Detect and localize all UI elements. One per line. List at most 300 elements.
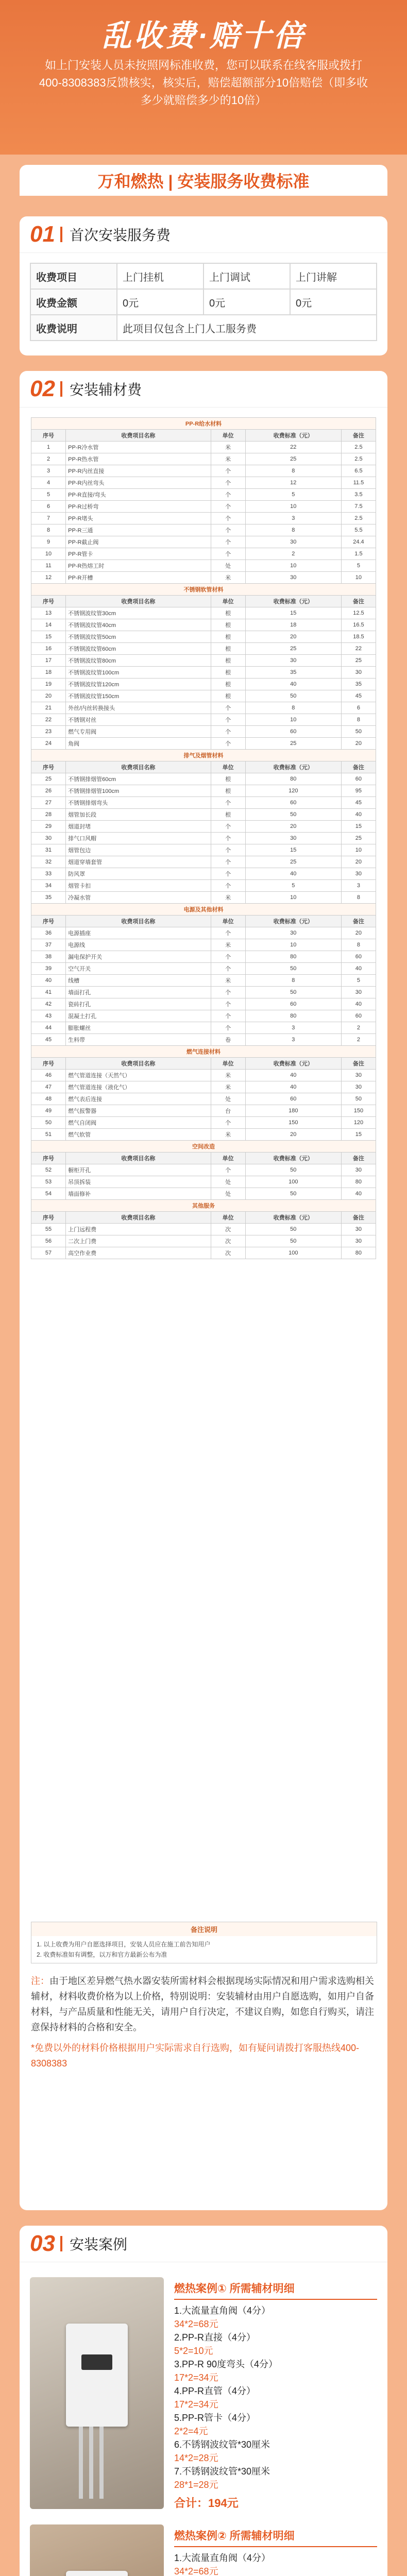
material-cell: 80 bbox=[245, 951, 341, 963]
material-cell: 4 bbox=[31, 477, 66, 489]
material-row bbox=[31, 951, 376, 963]
material-cell: 22 bbox=[245, 442, 341, 453]
material-cell: 米 bbox=[211, 975, 245, 987]
material-cell: 30 bbox=[341, 1070, 376, 1081]
banner-notice: 如上门安装人员未按照网标准收费，您可以联系在线客服或拨打400-8308383反馈核实，核实后，赔偿超额部分10倍赔偿（即多收多少就赔偿多少的10倍） bbox=[39, 59, 368, 107]
material-cell: 个 bbox=[211, 927, 245, 939]
fee-cell: 上门调试 bbox=[204, 263, 290, 289]
material-cell: 处 bbox=[211, 1093, 245, 1105]
material-cell: 60 bbox=[245, 1093, 341, 1105]
material-cell: 烟管包边 bbox=[66, 844, 211, 856]
case-item-price: 17*2=34元 bbox=[174, 2399, 218, 2410]
material-row bbox=[31, 856, 376, 868]
case-total: 合计：194元 bbox=[174, 2497, 239, 2510]
material-head-cell: 备注 bbox=[341, 1058, 376, 1070]
fee-cell: 0元 bbox=[117, 289, 204, 315]
material-row bbox=[31, 1010, 376, 1022]
material-cell: 3 bbox=[245, 1034, 341, 1046]
case-item-price: 34*2=68元 bbox=[174, 2319, 218, 2329]
material-cell: 电源插座 bbox=[66, 927, 211, 939]
material-cell: 15 bbox=[245, 607, 341, 619]
material-cell: 台 bbox=[211, 1105, 245, 1117]
material-cell: 米 bbox=[211, 892, 245, 904]
material-head-cell: 备注 bbox=[341, 1212, 376, 1224]
material-cell: 角阀 bbox=[66, 738, 211, 750]
material-cell: 22 bbox=[31, 714, 66, 726]
material-head-cell: 备注 bbox=[341, 1153, 376, 1164]
material-head-cell: 序号 bbox=[31, 430, 66, 442]
material-cell: 15 bbox=[341, 1129, 376, 1141]
section-title-bar bbox=[20, 371, 387, 408]
material-head-cell: 单位 bbox=[211, 761, 245, 773]
material-row bbox=[31, 679, 376, 690]
material-head-cell: 序号 bbox=[31, 761, 66, 773]
material-cell: 25 bbox=[245, 643, 341, 655]
material-cell: 根 bbox=[211, 631, 245, 643]
material-cell: 50 bbox=[245, 690, 341, 702]
material-cell: 8 bbox=[245, 975, 341, 987]
materials-table bbox=[31, 417, 376, 1259]
material-cell: 26 bbox=[31, 785, 66, 797]
material-cell: 个 bbox=[211, 714, 245, 726]
material-cell: 22 bbox=[341, 643, 376, 655]
material-cell: 56 bbox=[31, 1235, 66, 1247]
material-cell: 个 bbox=[211, 738, 245, 750]
material-cell: 米 bbox=[211, 1070, 245, 1081]
material-cell: 根 bbox=[211, 643, 245, 655]
material-cell: 个 bbox=[211, 536, 245, 548]
material-row bbox=[31, 1235, 376, 1247]
material-row bbox=[31, 880, 376, 892]
water-heater-icon bbox=[66, 2571, 128, 2576]
material-row bbox=[31, 1105, 376, 1117]
fee-cell: 0元 bbox=[290, 289, 377, 315]
material-row bbox=[31, 607, 376, 619]
material-cell: 防风罩 bbox=[66, 868, 211, 880]
case-item-name: 3.PP-R 90度弯头（4分） bbox=[174, 2359, 278, 2369]
fee-cell: 此项目仅包含上门人工服务费 bbox=[117, 315, 377, 341]
material-cell: 15 bbox=[341, 821, 376, 833]
fee-cell: 收费金额 bbox=[30, 289, 117, 315]
material-row bbox=[31, 1081, 376, 1093]
material-cell: 5.5 bbox=[341, 524, 376, 536]
material-cell: 米 bbox=[211, 572, 245, 584]
material-cell: 19 bbox=[31, 679, 66, 690]
material-cell: 空气开关 bbox=[66, 963, 211, 975]
material-cell: 根 bbox=[211, 667, 245, 679]
material-cell: 个 bbox=[211, 1010, 245, 1022]
material-cell: 29 bbox=[31, 821, 66, 833]
note-line: 1. 以上收费为用户自愿选择项目，安装人员应在施工前告知用户 bbox=[37, 1941, 211, 1948]
material-cell: 高空作业费 bbox=[66, 1247, 211, 1259]
material-row bbox=[31, 892, 376, 904]
material-cell: 8 bbox=[341, 714, 376, 726]
material-row bbox=[31, 939, 376, 951]
material-cell: 排气口风帽 bbox=[66, 833, 211, 844]
material-row bbox=[31, 868, 376, 880]
material-group-title: 燃气连接材料 bbox=[31, 1046, 376, 1058]
top-banner bbox=[0, 0, 407, 155]
material-cell: PP-R内丝直接 bbox=[66, 465, 211, 477]
material-cell: 50 bbox=[245, 963, 341, 975]
material-cell: 根 bbox=[211, 655, 245, 667]
material-cell: 燃气表后连接 bbox=[66, 1093, 211, 1105]
material-cell: 个 bbox=[211, 880, 245, 892]
material-cell: 2.5 bbox=[341, 453, 376, 465]
material-cell: 不锈钢排烟弯头 bbox=[66, 797, 211, 809]
material-cell: 个 bbox=[211, 868, 245, 880]
material-cell: 54 bbox=[31, 1188, 66, 1200]
material-row bbox=[31, 524, 376, 536]
material-cell: 11 bbox=[31, 560, 66, 572]
material-head-cell: 序号 bbox=[31, 1153, 66, 1164]
material-cell: 个 bbox=[211, 465, 245, 477]
material-cell: 墙面打孔 bbox=[66, 987, 211, 998]
material-cell: 个 bbox=[211, 477, 245, 489]
material-cell: 个 bbox=[211, 833, 245, 844]
material-cell: PP-R热水管 bbox=[66, 453, 211, 465]
material-cell: 个 bbox=[211, 963, 245, 975]
case-item-name: 1.大流量直角阀（4分） bbox=[174, 2553, 271, 2563]
material-cell: 瓷砖打孔 bbox=[66, 998, 211, 1010]
note-line: 2. 收费标准如有调整，以万和官方最新公布为准 bbox=[37, 1951, 167, 1958]
materials-note-box bbox=[31, 1922, 377, 1963]
material-cell: 6 bbox=[31, 501, 66, 513]
material-row bbox=[31, 738, 376, 750]
material-cell: 100 bbox=[245, 1176, 341, 1188]
material-row bbox=[31, 975, 376, 987]
material-cell: 橱柜开孔 bbox=[66, 1164, 211, 1176]
section-number: 02 bbox=[30, 376, 55, 401]
material-cell: 冷凝水管 bbox=[66, 892, 211, 904]
material-cell: 根 bbox=[211, 773, 245, 785]
material-cell: 处 bbox=[211, 1176, 245, 1188]
banner-subtitle: 万和燃热 | 安装服务收费标准 bbox=[97, 172, 310, 191]
material-row bbox=[31, 1164, 376, 1176]
case-item-name: 1.大流量直角阀（4分） bbox=[174, 2306, 271, 2316]
material-cell: 60 bbox=[341, 951, 376, 963]
first-install-fee-table bbox=[30, 263, 377, 341]
material-cell: 120 bbox=[245, 785, 341, 797]
material-cell: 烟道穿墙套管 bbox=[66, 856, 211, 868]
material-head-cell: 收费项目名称 bbox=[66, 916, 211, 927]
material-cell: PP-R截止阀 bbox=[66, 536, 211, 548]
material-cell: 40 bbox=[245, 868, 341, 880]
material-cell: 漏电保护开关 bbox=[66, 951, 211, 963]
material-cell: 33 bbox=[31, 868, 66, 880]
material-head-cell: 序号 bbox=[31, 1212, 66, 1224]
material-cell: 个 bbox=[211, 1164, 245, 1176]
material-group-row bbox=[31, 904, 376, 916]
material-cell: 烟道封堵 bbox=[66, 821, 211, 833]
material-head-cell: 收费项目名称 bbox=[66, 430, 211, 442]
material-row bbox=[31, 501, 376, 513]
material-cell: 不锈钢波纹管120cm bbox=[66, 679, 211, 690]
material-group-row bbox=[31, 1200, 376, 1212]
material-cell: 31 bbox=[31, 844, 66, 856]
material-row bbox=[31, 560, 376, 572]
material-cell: 5 bbox=[341, 560, 376, 572]
material-cell: 30 bbox=[341, 1081, 376, 1093]
material-row bbox=[31, 726, 376, 738]
material-cell: 35 bbox=[31, 892, 66, 904]
material-row bbox=[31, 1247, 376, 1259]
material-cell: 3 bbox=[245, 513, 341, 524]
material-cell: 100 bbox=[245, 1247, 341, 1259]
material-cell: 5 bbox=[341, 975, 376, 987]
material-cell: 40 bbox=[341, 998, 376, 1010]
material-cell: 25 bbox=[245, 453, 341, 465]
material-cell: 120 bbox=[341, 1117, 376, 1129]
material-cell: 50 bbox=[245, 987, 341, 998]
fee-cell: 0元 bbox=[204, 289, 290, 315]
case-item-name: 6.不锈钢波纹管*30厘米 bbox=[174, 2439, 270, 2450]
material-cell: 8 bbox=[245, 524, 341, 536]
install-case bbox=[30, 2524, 377, 2576]
material-cell: 20 bbox=[341, 856, 376, 868]
fee-cell: 收费项目 bbox=[30, 263, 117, 289]
material-cell: 16.5 bbox=[341, 619, 376, 631]
section-cases bbox=[20, 2226, 387, 2576]
material-cell: 次 bbox=[211, 1247, 245, 1259]
fee-cell: 上门挂机 bbox=[117, 263, 204, 289]
material-cell: 50 bbox=[245, 1164, 341, 1176]
material-cell: 50 bbox=[245, 1235, 341, 1247]
material-row bbox=[31, 442, 376, 453]
material-cell: 20 bbox=[31, 690, 66, 702]
case-item-name: 4.PP-R直管（4分） bbox=[174, 2386, 256, 2396]
material-cell: 50 bbox=[245, 1224, 341, 1235]
material-cell: 23 bbox=[31, 726, 66, 738]
material-head-cell: 单位 bbox=[211, 596, 245, 607]
material-head-cell: 收费标准（元） bbox=[245, 1153, 341, 1164]
case-item-name: 2.PP-R直接（4分） bbox=[174, 2332, 256, 2343]
material-cell: 根 bbox=[211, 690, 245, 702]
material-row bbox=[31, 785, 376, 797]
material-cell: 个 bbox=[211, 844, 245, 856]
material-cell: 10 bbox=[245, 892, 341, 904]
material-cell: 36 bbox=[31, 927, 66, 939]
material-cell: 6.5 bbox=[341, 465, 376, 477]
material-cell: 墙面修补 bbox=[66, 1188, 211, 1200]
material-cell: 40 bbox=[341, 963, 376, 975]
material-cell: PP-R过桥弯 bbox=[66, 501, 211, 513]
material-cell: 生料带 bbox=[66, 1034, 211, 1046]
material-cell: 40 bbox=[341, 809, 376, 821]
material-cell: 2.5 bbox=[341, 513, 376, 524]
material-head-cell: 单位 bbox=[211, 430, 245, 442]
material-cell: 30 bbox=[31, 833, 66, 844]
install-case bbox=[30, 2277, 377, 2509]
material-cell: 25 bbox=[31, 773, 66, 785]
material-cell: 95 bbox=[341, 785, 376, 797]
material-cell: 40 bbox=[245, 679, 341, 690]
material-row bbox=[31, 773, 376, 785]
material-cell: PP-R热熔工时 bbox=[66, 560, 211, 572]
material-cell: 燃气自闭阀 bbox=[66, 1117, 211, 1129]
material-head-row bbox=[31, 596, 376, 607]
material-cell: 35 bbox=[341, 679, 376, 690]
material-group-title: 排气及烟管材料 bbox=[31, 750, 376, 761]
material-cell: 60 bbox=[341, 1010, 376, 1022]
material-cell: 55 bbox=[31, 1224, 66, 1235]
material-cell: 12 bbox=[245, 477, 341, 489]
material-cell: 30 bbox=[245, 572, 341, 584]
material-row bbox=[31, 809, 376, 821]
material-row bbox=[31, 655, 376, 667]
material-cell: 处 bbox=[211, 1188, 245, 1200]
material-cell: 米 bbox=[211, 453, 245, 465]
material-row bbox=[31, 844, 376, 856]
material-cell: 38 bbox=[31, 951, 66, 963]
material-cell: 个 bbox=[211, 524, 245, 536]
material-row bbox=[31, 619, 376, 631]
material-cell: 43 bbox=[31, 1010, 66, 1022]
material-cell: 30 bbox=[245, 927, 341, 939]
material-row bbox=[31, 1129, 376, 1141]
material-row bbox=[31, 1224, 376, 1235]
material-cell: 30 bbox=[341, 1235, 376, 1247]
material-cell: 53 bbox=[31, 1176, 66, 1188]
section-title: 安装辅材费 bbox=[69, 382, 142, 398]
material-row bbox=[31, 998, 376, 1010]
material-cell: 50 bbox=[245, 1188, 341, 1200]
material-cell: 5 bbox=[245, 880, 341, 892]
case-info bbox=[174, 2524, 377, 2576]
material-cell: 14 bbox=[31, 619, 66, 631]
material-cell: 10 bbox=[245, 560, 341, 572]
material-cell: 个 bbox=[211, 726, 245, 738]
material-head-cell: 收费标准（元） bbox=[245, 916, 341, 927]
case-item-name: 7.不锈钢波纹管*30厘米 bbox=[174, 2466, 270, 2477]
material-cell: 16 bbox=[31, 643, 66, 655]
material-group-row bbox=[31, 584, 376, 596]
material-cell: 个 bbox=[211, 1117, 245, 1129]
material-head-cell: 单位 bbox=[211, 916, 245, 927]
footnote-prefix: 注： bbox=[31, 1976, 49, 1986]
material-head-cell: 单位 bbox=[211, 1058, 245, 1070]
material-head-cell: 序号 bbox=[31, 1058, 66, 1070]
material-cell: 27 bbox=[31, 797, 66, 809]
material-row bbox=[31, 453, 376, 465]
material-head-cell: 收费标准（元） bbox=[245, 1212, 341, 1224]
material-cell: 39 bbox=[31, 963, 66, 975]
material-row bbox=[31, 667, 376, 679]
material-group-row bbox=[31, 1046, 376, 1058]
material-cell: PP-R内丝弯头 bbox=[66, 477, 211, 489]
material-cell: 30 bbox=[341, 868, 376, 880]
case-item-price: 28*1=28元 bbox=[174, 2480, 218, 2490]
material-cell: 个 bbox=[211, 856, 245, 868]
material-cell: 10 bbox=[341, 572, 376, 584]
material-cell: 6 bbox=[341, 702, 376, 714]
material-cell: 烟管卡扣 bbox=[66, 880, 211, 892]
material-cell: 电源线 bbox=[66, 939, 211, 951]
material-cell: 15 bbox=[245, 844, 341, 856]
material-cell: 根 bbox=[211, 607, 245, 619]
material-cell: 60 bbox=[245, 998, 341, 1010]
material-cell: 吊顶拆装 bbox=[66, 1176, 211, 1188]
material-cell: 80 bbox=[341, 1247, 376, 1259]
case-photo bbox=[30, 2277, 164, 2509]
material-head-cell: 收费项目名称 bbox=[66, 596, 211, 607]
material-head-row bbox=[31, 1058, 376, 1070]
section-materials bbox=[20, 371, 387, 2210]
material-group-row bbox=[31, 418, 376, 430]
material-cell: 线槽 bbox=[66, 975, 211, 987]
material-cell: 25 bbox=[245, 738, 341, 750]
material-cell: 3 bbox=[31, 465, 66, 477]
material-cell: 24.4 bbox=[341, 536, 376, 548]
material-cell: 9 bbox=[31, 536, 66, 548]
material-cell: 49 bbox=[31, 1105, 66, 1117]
material-cell: 20 bbox=[245, 1129, 341, 1141]
material-cell: 150 bbox=[245, 1117, 341, 1129]
material-cell: 卷 bbox=[211, 1034, 245, 1046]
material-row bbox=[31, 465, 376, 477]
material-cell: 个 bbox=[211, 548, 245, 560]
material-cell: 20 bbox=[341, 738, 376, 750]
material-head-cell: 收费标准（元） bbox=[245, 596, 341, 607]
material-head-cell: 收费标准（元） bbox=[245, 1058, 341, 1070]
material-row bbox=[31, 536, 376, 548]
material-cell: 根 bbox=[211, 785, 245, 797]
material-cell: 42 bbox=[31, 998, 66, 1010]
material-head-cell: 收费标准（元） bbox=[245, 761, 341, 773]
material-cell: 20 bbox=[341, 927, 376, 939]
material-cell: 10 bbox=[245, 501, 341, 513]
material-row bbox=[31, 1034, 376, 1046]
material-cell: 180 bbox=[245, 1105, 341, 1117]
material-head-cell: 序号 bbox=[31, 916, 66, 927]
material-head-cell: 收费项目名称 bbox=[66, 761, 211, 773]
material-cell: 80 bbox=[341, 1176, 376, 1188]
material-cell: 150 bbox=[341, 1105, 376, 1117]
material-group-row bbox=[31, 750, 376, 761]
material-group-row bbox=[31, 1141, 376, 1153]
water-heater-icon bbox=[66, 2324, 128, 2427]
material-cell: 3 bbox=[245, 1022, 341, 1034]
material-cell: 30 bbox=[245, 536, 341, 548]
material-row bbox=[31, 1176, 376, 1188]
material-cell: 12 bbox=[31, 572, 66, 584]
material-cell: 次 bbox=[211, 1235, 245, 1247]
material-cell: 80 bbox=[245, 1010, 341, 1022]
material-cell: 个 bbox=[211, 513, 245, 524]
footnote-red: *免费以外的材料价格根据用户实际需求自行选购，如有疑问请拨打客服热线400-8308383 bbox=[31, 2043, 360, 2069]
material-row bbox=[31, 1022, 376, 1034]
material-row bbox=[31, 489, 376, 501]
material-cell: 2.5 bbox=[341, 442, 376, 453]
section-number: 01 bbox=[30, 222, 55, 247]
material-cell: 10 bbox=[31, 548, 66, 560]
material-cell: 混凝土打孔 bbox=[66, 1010, 211, 1022]
material-cell: 米 bbox=[211, 1081, 245, 1093]
section-title-bar bbox=[20, 2226, 387, 2262]
case-item-name: 5.PP-R管卡（4分） bbox=[174, 2413, 256, 2423]
material-row bbox=[31, 548, 376, 560]
material-cell: 8 bbox=[341, 939, 376, 951]
material-head-cell: 收费项目名称 bbox=[66, 1153, 211, 1164]
material-cell: 21 bbox=[31, 702, 66, 714]
material-cell: 15 bbox=[31, 631, 66, 643]
material-cell: 处 bbox=[211, 560, 245, 572]
material-cell: 40 bbox=[31, 975, 66, 987]
material-cell: 11.5 bbox=[341, 477, 376, 489]
material-row bbox=[31, 963, 376, 975]
material-group-title: 其他服务 bbox=[31, 1200, 376, 1212]
material-cell: 5 bbox=[31, 489, 66, 501]
